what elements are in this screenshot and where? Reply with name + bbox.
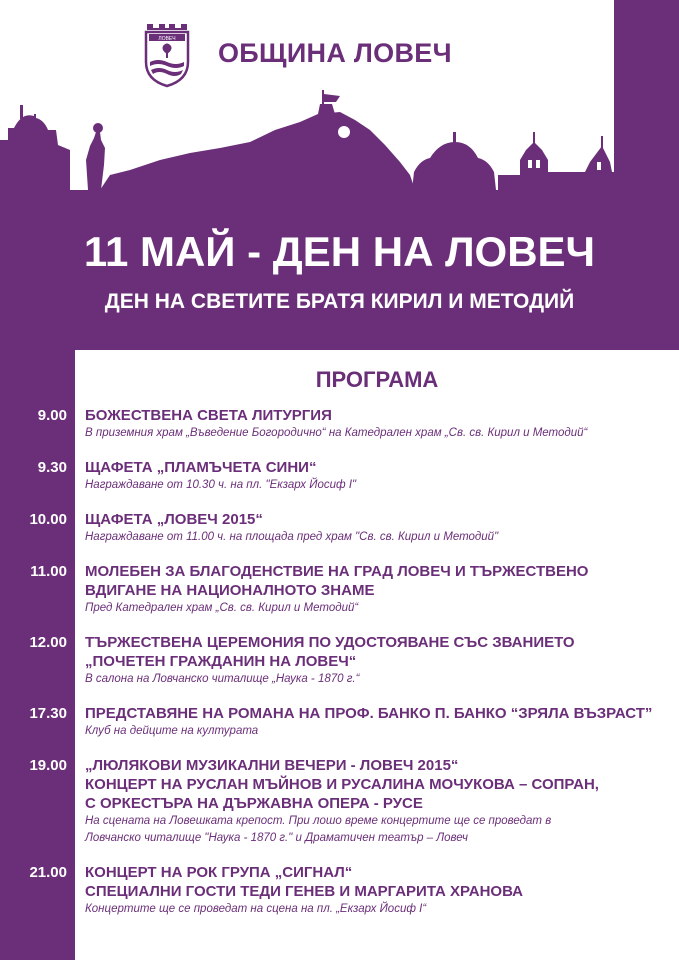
event-note: Награждаване от 10.30 ч. на пл. "Екзарх Йосиф I"	[85, 479, 357, 491]
event-note: Клуб на дейците на културата	[85, 725, 259, 737]
event-title: СПЕЦИАЛНИ ГОСТИ ТЕДИ ГЕНЕВ И МАРГАРИТА ХРАНОВА	[85, 883, 523, 900]
event-note: В приземния храм „Въведение Богородично“ на Катедрален храм „Св. св. Кирил и Методий“	[85, 427, 588, 439]
lovech-coat-of-arms-icon	[143, 20, 191, 88]
event-title: ТЪРЖЕСТВЕНА ЦЕРЕМОНИЯ ПО УДОСТОЯВАНЕ СЪС ЗВАНИЕТО	[85, 634, 575, 651]
event-title: „ПОЧЕТЕН ГРАЖДАНИН НА ЛОВЕЧ“	[85, 653, 357, 670]
event-title: ВДИГАНЕ НА НАЦИОНАЛНОТО ЗНАМЕ	[85, 582, 375, 599]
event-note: Награждаване от 11.00 ч. на площада пред храм "Св. св. Кирил и Методий"	[85, 531, 499, 543]
event-time: 12.00	[29, 634, 67, 651]
event-note: В салона на Ловчанско читалище „Наука - 1870 г.“	[85, 673, 360, 685]
program-item	[0, 406, 679, 442]
event-note: Концертите ще се проведат на сцена на пл. „Екзарх Йосиф I“	[85, 903, 427, 915]
event-time: 19.00	[29, 757, 67, 774]
page-subtitle: ДЕН НА СВЕТИТЕ БРАТЯ КИРИЛ И МЕТОДИЙ	[104, 290, 575, 313]
page-title: 11 МАЙ - ДЕН НА ЛОВЕЧ	[83, 228, 596, 275]
program-item	[0, 863, 679, 918]
event-title: ЩАФЕТА „ЛОВЕЧ 2015“	[85, 511, 263, 528]
event-note: На сцената на Ловешката крепост. При лошо време концертите ще се проведат в	[85, 815, 552, 827]
event-title: МОЛЕБЕН ЗА БЛАГОДЕНСТВИЕ НА ГРАД ЛОВЕЧ И ТЪРЖЕСТВЕНО	[85, 563, 589, 580]
program-item	[0, 633, 679, 688]
program-list	[0, 406, 679, 918]
program-item	[0, 756, 679, 847]
city-skyline-silhouette	[0, 90, 615, 200]
program-item	[0, 562, 679, 617]
event-title: С ОРКЕСТЪРА НА ДЪРЖАВНА ОПЕРА - РУСЕ	[85, 795, 423, 812]
event-note: Пред Катедрален храм „Св. св. Кирил и Методий“	[85, 602, 359, 614]
event-title: БОЖЕСТВЕНА СВЕТА ЛИТУРГИЯ	[85, 407, 332, 424]
event-time: 10.00	[29, 511, 67, 528]
program-item	[0, 458, 679, 494]
event-time: 9.30	[37, 459, 67, 476]
event-note: Ловчанско читалище "Наука - 1870 г." и Драматичен театър – Ловеч	[85, 832, 469, 844]
organization-name: ОБЩИНА ЛОВЕЧ	[218, 38, 452, 68]
program-heading: ПРОГРАМА	[315, 367, 439, 392]
event-title: КОНЦЕРТ НА РУСЛАН МЪЙНОВ И РУСАЛИНА МОЧУКОВА – СОПРАН,	[85, 776, 599, 793]
program-item	[0, 704, 679, 740]
event-time: 9.00	[37, 407, 67, 424]
event-time: 17.30	[29, 705, 67, 722]
event-time: 21.00	[29, 864, 67, 881]
event-title: „ЛЮЛЯКОВИ МУЗИКАЛНИ ВЕЧЕРИ - ЛОВЕЧ 2015“	[85, 757, 459, 774]
event-title: ЩАФЕТА „ПЛАМЪЧЕТА СИНИ“	[85, 459, 317, 476]
event-time: 11.00	[30, 563, 67, 580]
event-title: ПРЕДСТАВЯНЕ НА РОМАНА НА ПРОФ. БАНКО П. БАНКО “ЗРЯЛА ВЪЗРАСТ”	[85, 705, 653, 722]
event-title: КОНЦЕРТ НА РОК ГРУПА „СИГНАЛ“	[85, 864, 353, 881]
crest-label: ЛОВЕЧ	[158, 36, 176, 42]
program-item	[0, 510, 679, 546]
